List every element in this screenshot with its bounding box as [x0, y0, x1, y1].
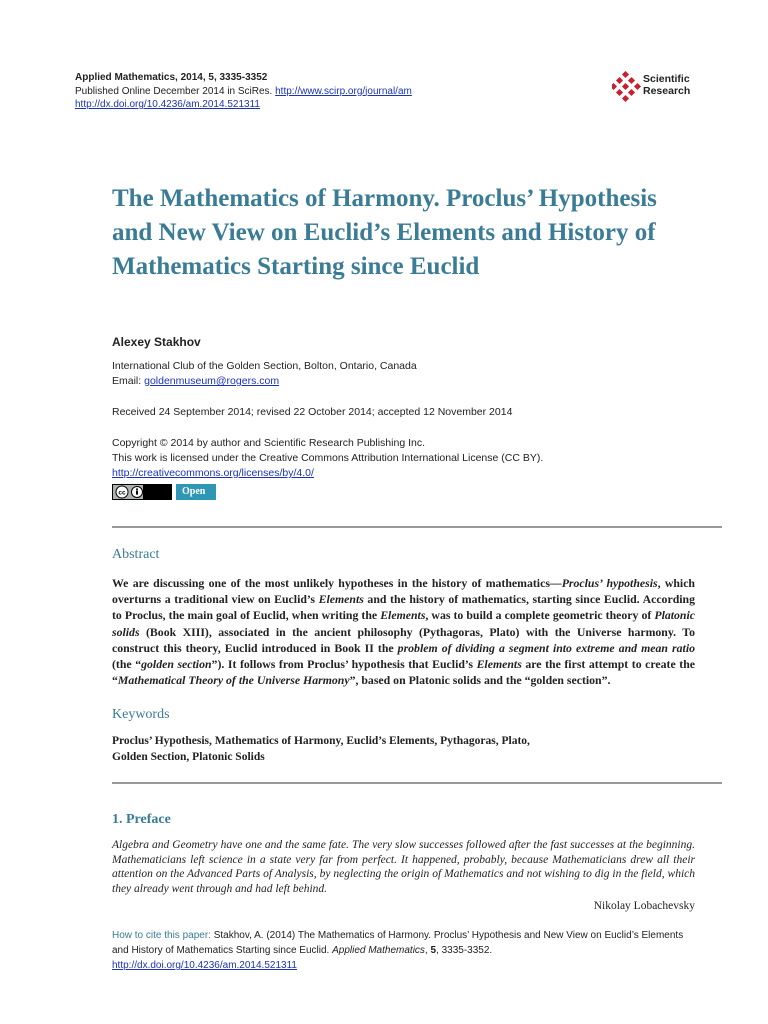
- abstract-heading: Abstract: [112, 547, 160, 562]
- abstract-seg: (the “: [112, 657, 142, 672]
- section-divider: [112, 782, 722, 784]
- preface-heading: 1. Preface: [112, 812, 171, 827]
- email-label: Email:: [112, 375, 142, 387]
- affiliation: International Club of the Golden Section, Bolton, Ontario, Canada: [112, 360, 417, 372]
- logo-line-2: Research: [643, 84, 691, 97]
- cite-label: How to cite this paper:: [112, 930, 211, 941]
- license-line: This work is licensed under the Creative Commons Attribution International License (CC BY).: [112, 452, 544, 464]
- abstract-emph: Elements: [380, 608, 426, 623]
- svg-text:cc: cc: [118, 489, 126, 497]
- email-link[interactable]: goldenmuseum@rogers.com: [144, 375, 280, 387]
- author-affiliation-block: [112, 359, 417, 389]
- abstract-seg: (Book XIII), associated in the ancient philosophy (Pythagoras, Plato) with the Universe harmony. To construct this theory, Euclid introduced in Book II the: [112, 624, 695, 655]
- abstract-seg: , which overturns a traditional view on Euclid’s: [112, 576, 695, 607]
- journal-citation-line: Applied Mathematics, 2014, 5, 3335-3352: [75, 72, 268, 83]
- cite-text: , 3335-3352.: [436, 945, 493, 956]
- published-line: [75, 85, 412, 99]
- section-divider: [112, 526, 722, 528]
- paper-title: The Mathematics of Harmony. Proclus’ Hypothesis and New View on Euclid’s Elements and History of Mathematics Starting since Euclid: [112, 185, 657, 280]
- received-dates: Received 24 September 2014; revised 22 October 2014; accepted 12 November 2014: [112, 406, 513, 418]
- logo-line-1: Scientific: [643, 73, 690, 85]
- abstract-emph: Proclus’ hypothesis: [561, 576, 658, 590]
- scientific-research-logo: [612, 71, 722, 103]
- cite-text: ,: [424, 945, 431, 956]
- cite-text: Stakhov, A. (2014) The Mathematics of Harmony. Proclus’ Hypothesis and New View on Euclid’s Elements and History of Mathematics Starting since Euclid.: [112, 930, 684, 956]
- abstract-emph: Elements: [476, 657, 522, 672]
- copyright-line: Copyright © 2014 by author and Scientific Research Publishing Inc.: [112, 437, 425, 449]
- keywords-heading: Keywords: [112, 707, 170, 722]
- epigraph-quote: Algebra and Geometry have one and the same fate. The very slow successes followed after the fast successes at the beginning. Mathematicians left science in a state very far from perfect. It happened, probably, because Mathematicians drew all their attention on the Advanced Parts of Analysis, by neglecting the origin of Mathematics and not wishing to dig in the field, which they already went through and had left behind.: [112, 839, 695, 895]
- cc-by-badge-icon[interactable]: [112, 484, 172, 500]
- logo-diamond-icon: [612, 71, 642, 103]
- epigraph-author: Nikolay Lobachevsky: [593, 900, 695, 912]
- license-link[interactable]: http://creativecommons.org/licenses/by/4.0/: [112, 467, 314, 479]
- author-name: Alexey Stakhov: [112, 335, 201, 349]
- abstract-emph: problem of dividing a segment into extreme and mean ratio: [397, 640, 695, 655]
- keywords-line-1: Proclus’ Hypothesis, Mathematics of Harmony, Euclid’s Elements, Pythagoras, Plato,: [112, 735, 530, 747]
- open-access-badge[interactable]: Open Access: [176, 484, 216, 500]
- abstract-emph: Mathematical Theory of the Universe Harmony: [117, 673, 350, 688]
- keywords-list: [112, 733, 530, 765]
- keywords-line-2: Golden Section, Platonic Solids: [112, 751, 265, 763]
- abstract-emph: golden section: [141, 657, 212, 672]
- abstract-seg: and the history of mathematics, starting since Euclid. According to Proclus, the main goal of Euclid, when writing the: [112, 592, 695, 623]
- abstract-seg: are the first attempt to create the “: [112, 657, 696, 688]
- abstract-seg: ”). It follows from Proclus’ hypothesis that Euclid’s: [211, 657, 477, 672]
- abstract-seg: We are discussing one of the most unlikely hypotheses in the history of mathematics—: [112, 576, 562, 590]
- copyright-block: [112, 436, 543, 481]
- logo-text: [643, 74, 690, 97]
- cite-volume: 5: [430, 945, 437, 956]
- journal-header: [75, 71, 412, 112]
- journal-url-link[interactable]: http://www.scirp.org/journal/am: [275, 85, 412, 97]
- abstract-emph: Elements: [318, 592, 364, 607]
- how-to-cite-block: [112, 928, 695, 973]
- doi-link[interactable]: http://dx.doi.org/10.4236/am.2014.521311: [75, 99, 260, 110]
- abstract-emph: Platonic solids: [112, 608, 695, 639]
- email-line: [112, 374, 417, 389]
- cite-doi-link[interactable]: http://dx.doi.org/10.4236/am.2014.521311: [112, 960, 297, 971]
- abstract-seg: ”, based on Platonic solids and the “golden section”.: [349, 673, 611, 688]
- abstract-seg: , was to build a complete geometric theory of: [425, 608, 655, 623]
- cite-journal: Applied Mathematics: [332, 945, 425, 956]
- abstract-text: [112, 575, 695, 688]
- published-prefix: Published Online December 2014 in SciRes.: [75, 85, 273, 97]
